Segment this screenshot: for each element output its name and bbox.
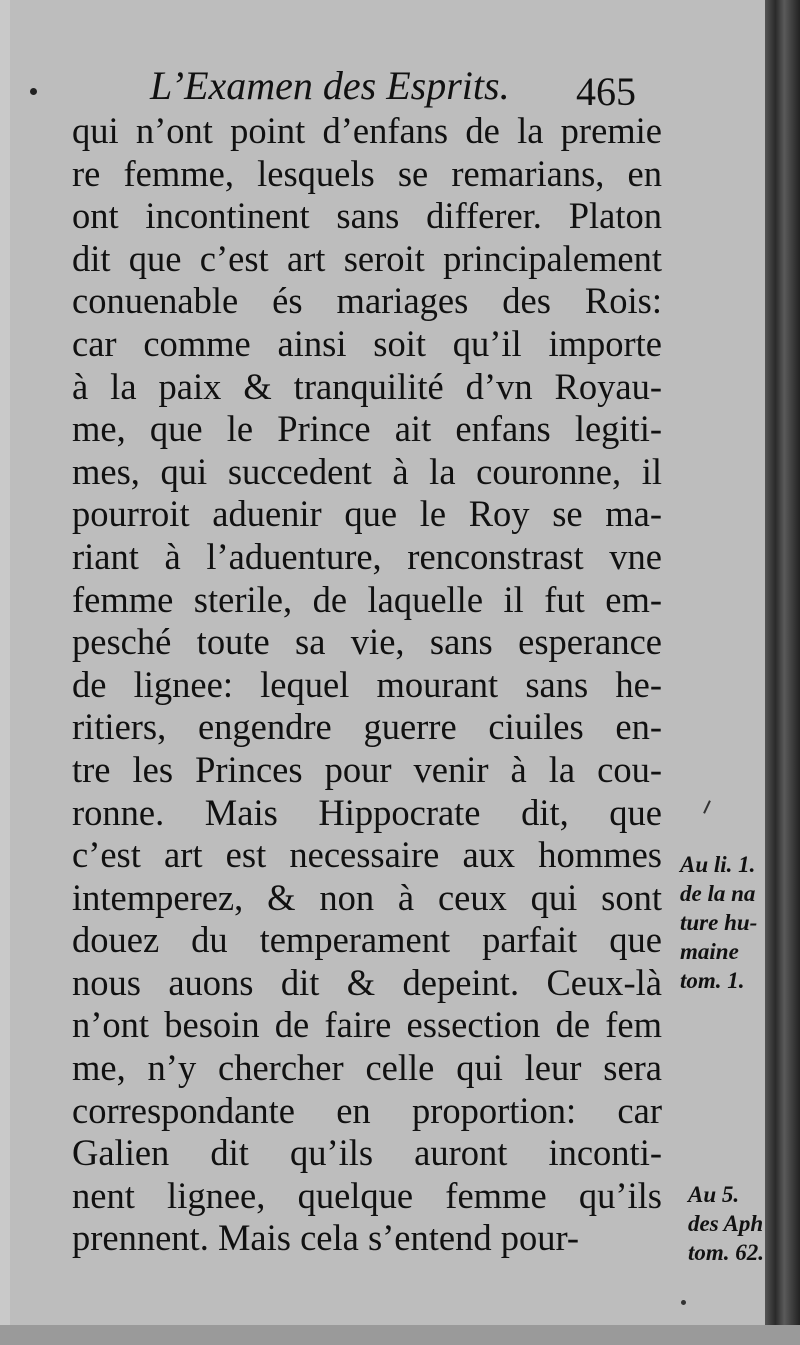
ink-dot (681, 1300, 686, 1305)
text-line: me, que le Prince ait enfans legiti- (72, 408, 662, 450)
running-title: L’Examen des Esprits. (150, 63, 510, 108)
text-line: pesché toute sa vie, sans esperance (72, 621, 662, 663)
book-spine-edge (765, 0, 800, 1345)
text-line: pourroit aduenir que le Roy se ma- (72, 493, 662, 535)
text-line: dit que c’est art seroit principalement (72, 237, 662, 279)
margin-note-line: maine (680, 939, 739, 964)
text-line: mes, qui succedent à la couronne, il (72, 450, 662, 492)
text-line: douez du temperament parfait que (72, 919, 662, 961)
text-line: qui n’ont point d’enfans de la premie (72, 110, 662, 151)
ink-dot (30, 88, 37, 95)
text-line: nous auons dit & depeint. Ceux-là (72, 961, 662, 1003)
text-line: riant à l’aduenture, renconstrast vne (72, 535, 662, 577)
body-text (72, 110, 662, 1260)
margin-note-line: des Aph (688, 1211, 764, 1236)
margin-note-line: tom. 1. (680, 968, 745, 993)
text-line: femme sterile, de laquelle il fut em- (72, 578, 662, 620)
text-line: intemperez, & non à ceux qui sont (72, 876, 662, 918)
text-line: car comme ainsi soit qu’il importe (72, 322, 662, 364)
page-bottom-edge (0, 1325, 800, 1345)
margin-note-line: Au 5. (688, 1182, 740, 1207)
text-line: re femme, lesquels se remarians, en (72, 152, 662, 194)
text-line: ritiers, engendre guerre ciuiles en- (72, 706, 662, 748)
text-line: ronne. Mais Hippocrate dit, que (72, 791, 662, 833)
text-line: à la paix & tranquilité d’vn Royau- (72, 365, 662, 407)
text-line: me, n’y chercher celle qui leur sera (72, 1047, 662, 1089)
margin-note-line: tom. 62. (688, 1240, 765, 1265)
text-line: ont incontinent sans differer. Platon (72, 195, 662, 237)
text-line: de lignee: lequel mourant sans he- (72, 663, 662, 705)
margin-note-2 (688, 1180, 764, 1267)
margin-note-line: ture hu- (680, 910, 758, 935)
text-line: tre les Princes pour venir à la cou- (72, 748, 662, 790)
text-line: conuenable és mariages des Rois: (72, 280, 662, 322)
page-number: 465 (576, 69, 636, 114)
text-line: Galien dit qu’ils auront inconti- (72, 1132, 662, 1174)
text-line: n’ont besoin de faire essection de fem (72, 1004, 662, 1046)
margin-note-line: de la na (680, 881, 756, 906)
text-line: prennent. Mais cela s’entend pour- (72, 1217, 580, 1259)
margin-note-1 (680, 850, 757, 995)
text-line: nent lignee, quelque femme qu’ils (72, 1174, 662, 1216)
text-line: correspondante en proportion: car (72, 1089, 662, 1131)
text-line: c’est art est necessaire aux hommes (72, 834, 662, 876)
margin-note-line: Au li. 1. (680, 852, 756, 877)
